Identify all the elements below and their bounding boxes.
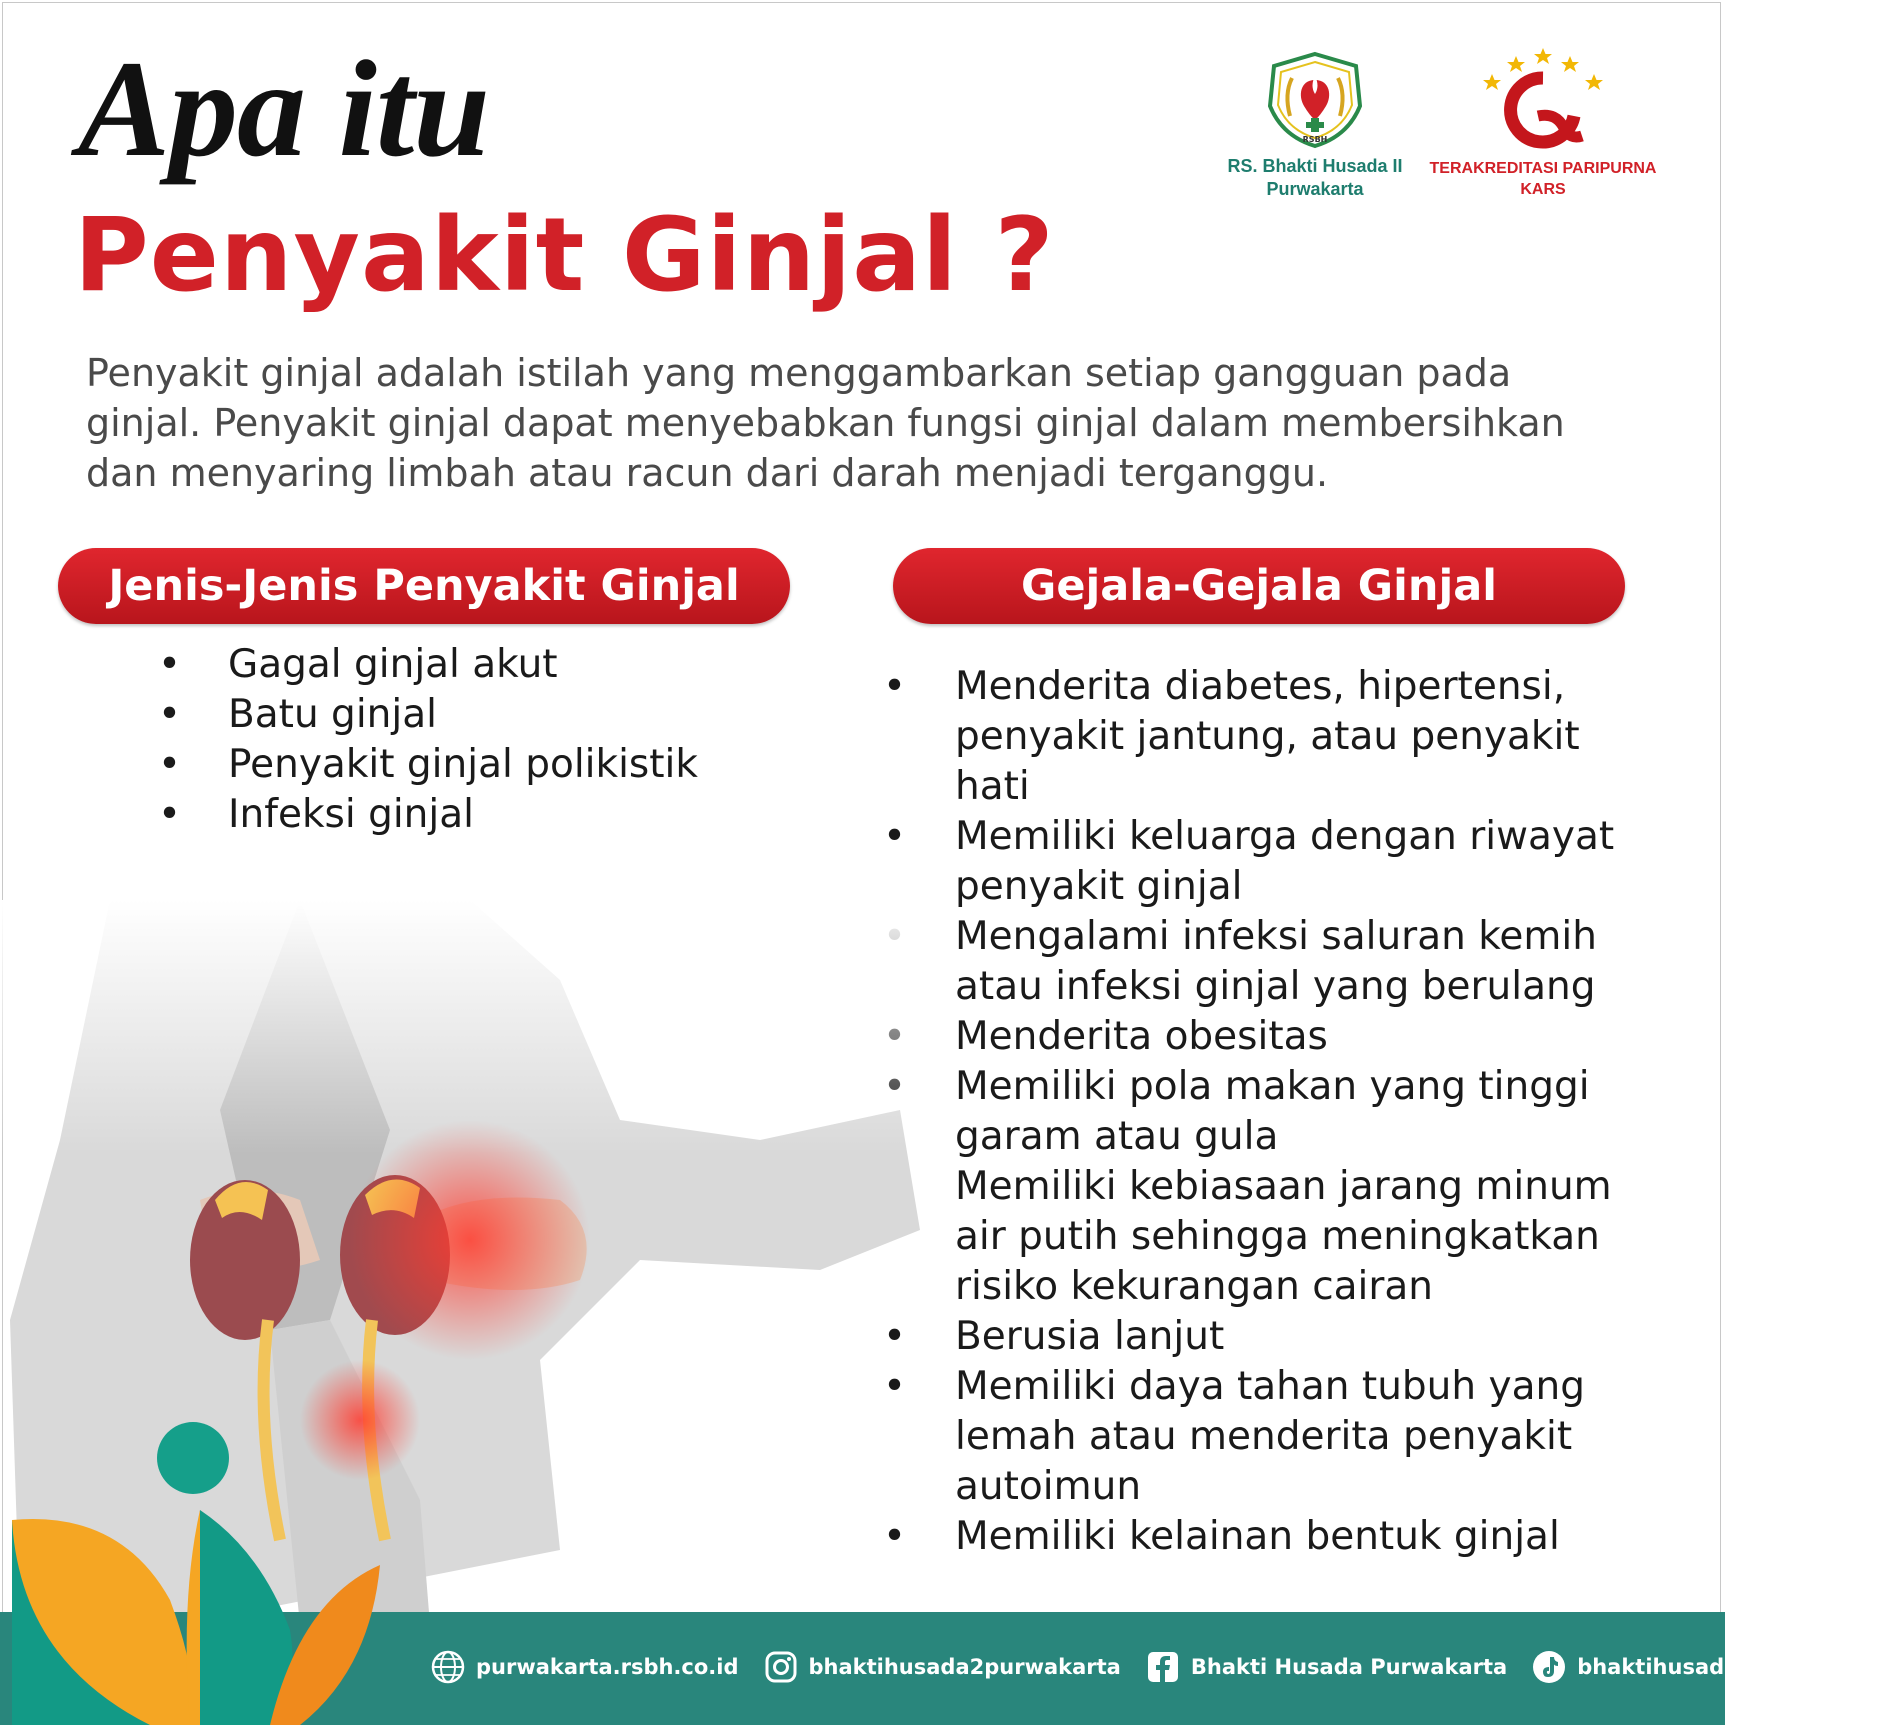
bullet-icon: • xyxy=(883,664,907,709)
symptoms-heading: Gejala-Gejala Ginjal xyxy=(893,548,1625,624)
kars-emblem-icon xyxy=(1478,44,1608,154)
bullet-icon: • xyxy=(158,692,182,737)
footer-contacts xyxy=(430,1642,1899,1692)
star-icon xyxy=(1483,74,1501,90)
bullet-icon: • xyxy=(158,742,182,787)
instagram-link[interactable] xyxy=(763,1649,1121,1685)
emblem-text: RSBH xyxy=(1302,135,1328,144)
intro-line: ginjal. Penyakit ginjal dapat menyebabkan fungsi ginjal dalam membersihkan xyxy=(86,401,1565,445)
tiktok-link[interactable] xyxy=(1531,1649,1875,1685)
list-item: Mengalami infeksi saluran kemih atau infeksi ginjal yang berulang xyxy=(883,912,1683,1012)
list-item: • Penyakit ginjal polikistik xyxy=(158,740,698,790)
list-item: • Gagal ginjal akut xyxy=(158,640,698,690)
list-item: Memiliki daya tahan tubuh yang lemah atau menderita penyakit autoimun xyxy=(883,1362,1683,1512)
list-item: Menderita obesitas xyxy=(883,1012,1683,1062)
bullet-icon: • xyxy=(158,642,182,687)
instagram-icon xyxy=(763,1649,799,1685)
tiktok-icon xyxy=(1531,1649,1567,1685)
title-line-1: Apa itu xyxy=(78,32,489,185)
star-icon xyxy=(1585,74,1603,90)
star-icon xyxy=(1561,56,1579,72)
list-item: Berusia lanjut xyxy=(883,1312,1683,1362)
hospital-name: RS. Bhakti Husada II xyxy=(1227,156,1403,176)
star-icon xyxy=(1534,48,1552,64)
title-line-2: Penyakit Ginjal ? xyxy=(74,196,1055,315)
list-item: Memiliki kebiasaan jarang minum air putih sehingga meningkatkan risiko kekurangan cairan xyxy=(883,1162,1683,1312)
list-item: • Memiliki keluarga dengan riwayat penyakit ginjal xyxy=(883,814,1615,909)
bullet-icon: • xyxy=(883,814,907,859)
intro-line: dan menyaring limbah atau racun dari darah menjadi terganggu. xyxy=(86,451,1329,495)
accreditation-title: TERAKREDITASI PARIPURNA xyxy=(1429,160,1657,177)
list-item: Memiliki kelainan bentuk ginjal xyxy=(883,1512,1683,1562)
bullet-icon: • xyxy=(158,792,182,837)
list-item: • Infeksi ginjal xyxy=(158,790,698,840)
decorative-leaves xyxy=(0,1400,400,1725)
list-item: Memiliki pola makan yang tinggi garam atau gula xyxy=(883,1062,1683,1162)
website-text: purwakarta.rsbh.co.id xyxy=(476,1655,739,1679)
types-heading: Jenis-Jenis Penyakit Ginjal xyxy=(58,548,790,624)
accreditation-body: KARS xyxy=(1520,180,1566,198)
tiktok-text: bhaktihusadapurwakarta xyxy=(1577,1655,1875,1679)
intro-paragraph xyxy=(86,348,1686,498)
intro-line: Penyakit ginjal adalah istilah yang menggambarkan setiap gangguan pada xyxy=(86,351,1512,395)
website-link[interactable] xyxy=(430,1649,739,1685)
star-icon xyxy=(1507,56,1525,72)
facebook-text: Bhakti Husada Purwakarta xyxy=(1190,1655,1508,1679)
accreditation-logo xyxy=(1418,44,1668,201)
facebook-icon xyxy=(1145,1649,1181,1685)
types-list xyxy=(158,640,698,840)
list-item: • Menderita diabetes, hipertensi, penyakit jantung, atau penyakit hati xyxy=(883,664,1580,809)
globe-icon xyxy=(430,1649,466,1685)
facebook-link[interactable] xyxy=(1145,1649,1507,1685)
hospital-city: Purwakarta xyxy=(1266,179,1364,200)
symptoms-list xyxy=(883,662,1683,1562)
list-item: • Batu ginjal xyxy=(158,690,698,740)
hospital-emblem-icon xyxy=(1260,50,1370,150)
instagram-text: bhaktihusada2purwakarta xyxy=(808,1655,1121,1679)
hospital-logo xyxy=(1195,50,1435,202)
